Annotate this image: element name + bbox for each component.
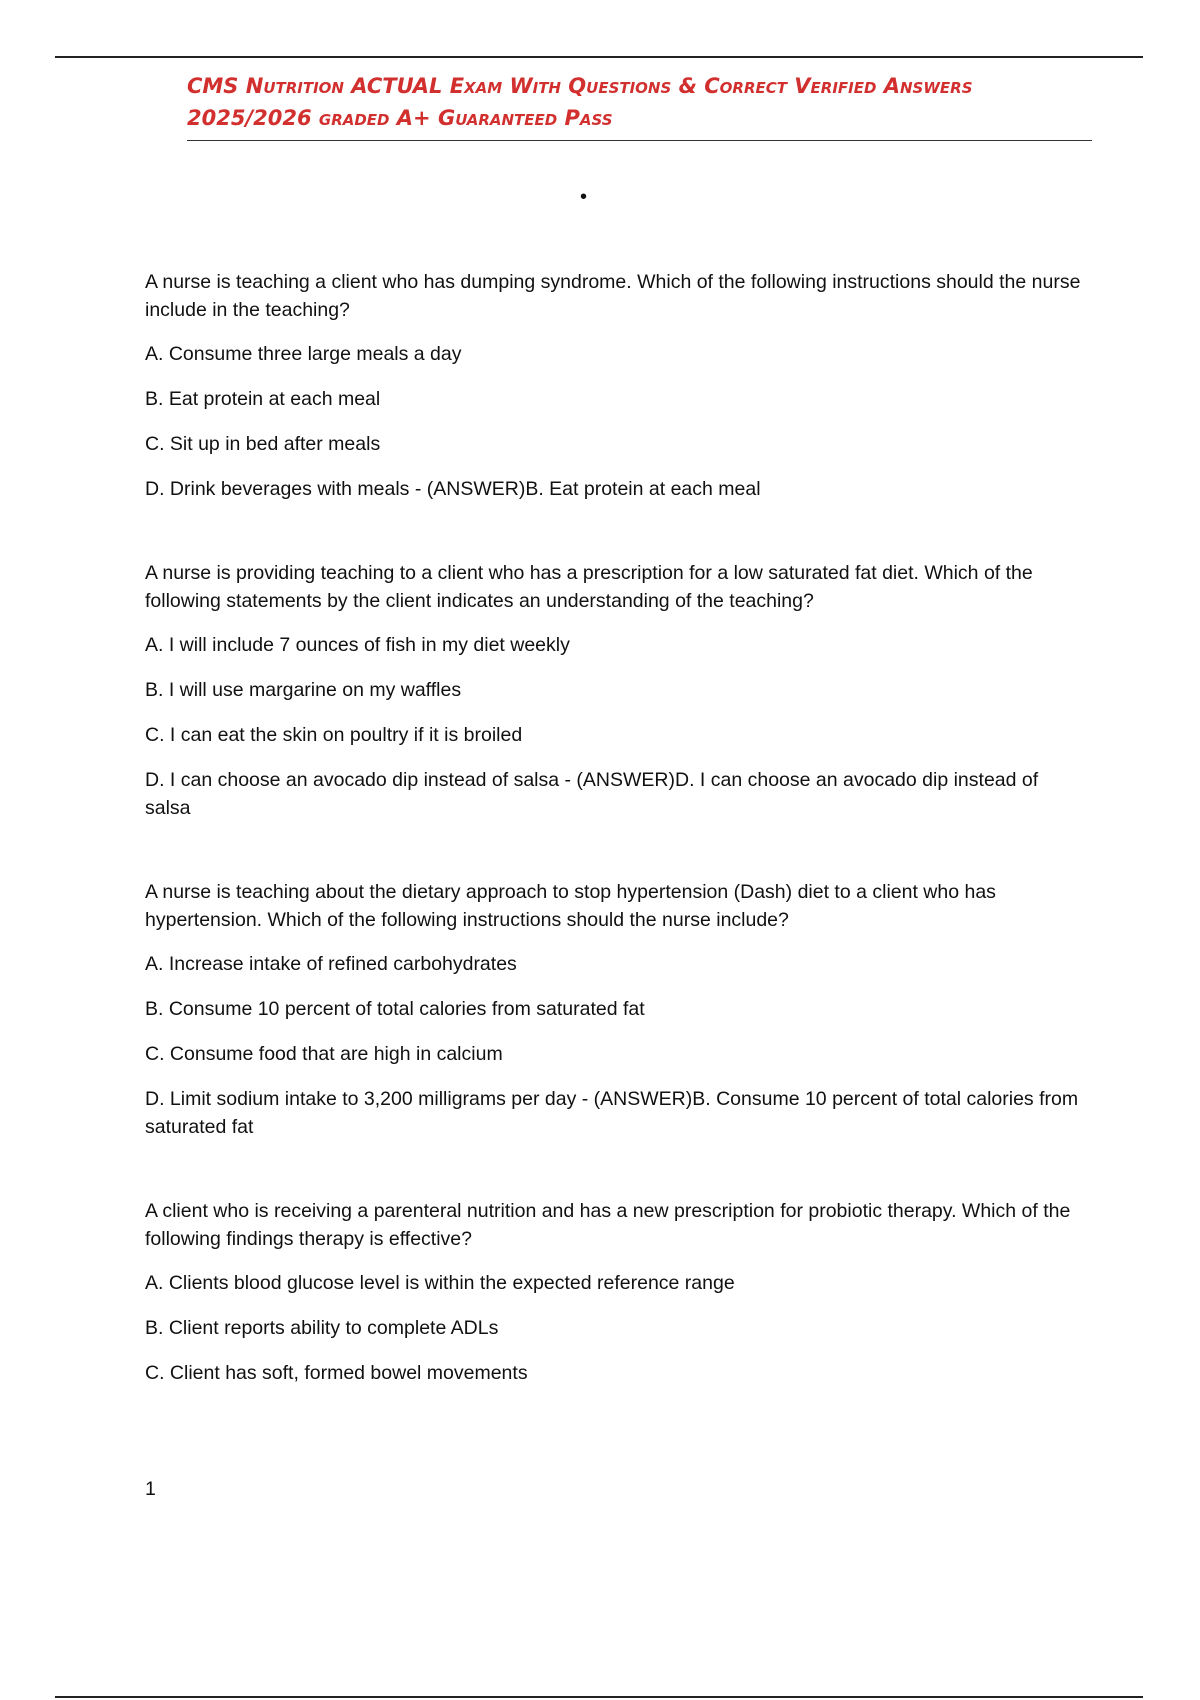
top-rule [55,56,1143,58]
question-stem: A nurse is teaching a client who has dumping syndrome. Which of the following instructions should the nurse include in the teaching? [145,271,1081,321]
answer-option-b: B. Eat protein at each meal [145,388,381,410]
answer-option-a: A. Consume three large meals a day [145,343,462,365]
answer-option-d: D. Limit sodium intake to 3,200 milligrams per day - (ANSWER)B. Consume 10 percent of total calories from saturated fat [145,1088,1079,1138]
question-list [145,268,1085,1443]
answer-option-a: A. Clients blood glucose level is within the expected reference range [145,1272,735,1294]
question-1 [145,268,1085,503]
answer-option-c: C. Client has soft, formed bowel movements [145,1362,528,1384]
document-title: CMS Nutrition ACTUAL Exam With Questions & Correct Verified Answers 2025/2026 graded A+ Guaranteed Pass [187,74,973,130]
answer-option-a: A. I will include 7 ounces of fish in my diet weekly [145,634,570,656]
answer-option-c: C. Consume food that are high in calcium [145,1043,503,1065]
bottom-rule [55,1696,1143,1698]
answer-option-b: B. I will use margarine on my waffles [145,679,462,701]
bullet-mark: • [580,186,588,208]
answer-option-c: C. Sit up in bed after meals [145,433,381,455]
answer-option-b: B. Client reports ability to complete ADLs [145,1317,499,1339]
answer-option-d: D. I can choose an avocado dip instead of salsa - (ANSWER)D. I can choose an avocado dip instead of salsa [145,769,1039,819]
question-3 [145,878,1085,1141]
question-stem: A client who is receiving a parenteral nutrition and has a new prescription for probiotic therapy. Which of the following findings therapy is effective? [145,1200,1071,1250]
page-number: 1 [145,1478,156,1500]
answer-option-d: D. Drink beverages with meals - (ANSWER)B. Eat protein at each meal [145,478,761,500]
answer-option-a: A. Increase intake of refined carbohydrates [145,953,517,975]
question-2 [145,559,1085,822]
question-stem: A nurse is teaching about the dietary approach to stop hypertension (Dash) diet to a client who has hypertension. Which of the following instructions should the nurse include? [145,881,996,931]
question-4 [145,1197,1085,1387]
answer-option-c: C. I can eat the skin on poultry if it is broiled [145,724,523,746]
question-stem: A nurse is providing teaching to a client who has a prescription for a low saturated fat diet. Which of the following statements by the client indicates an understanding of the teaching? [145,562,1033,612]
answer-option-b: B. Consume 10 percent of total calories from saturated fat [145,998,645,1020]
document-header [187,70,1092,141]
